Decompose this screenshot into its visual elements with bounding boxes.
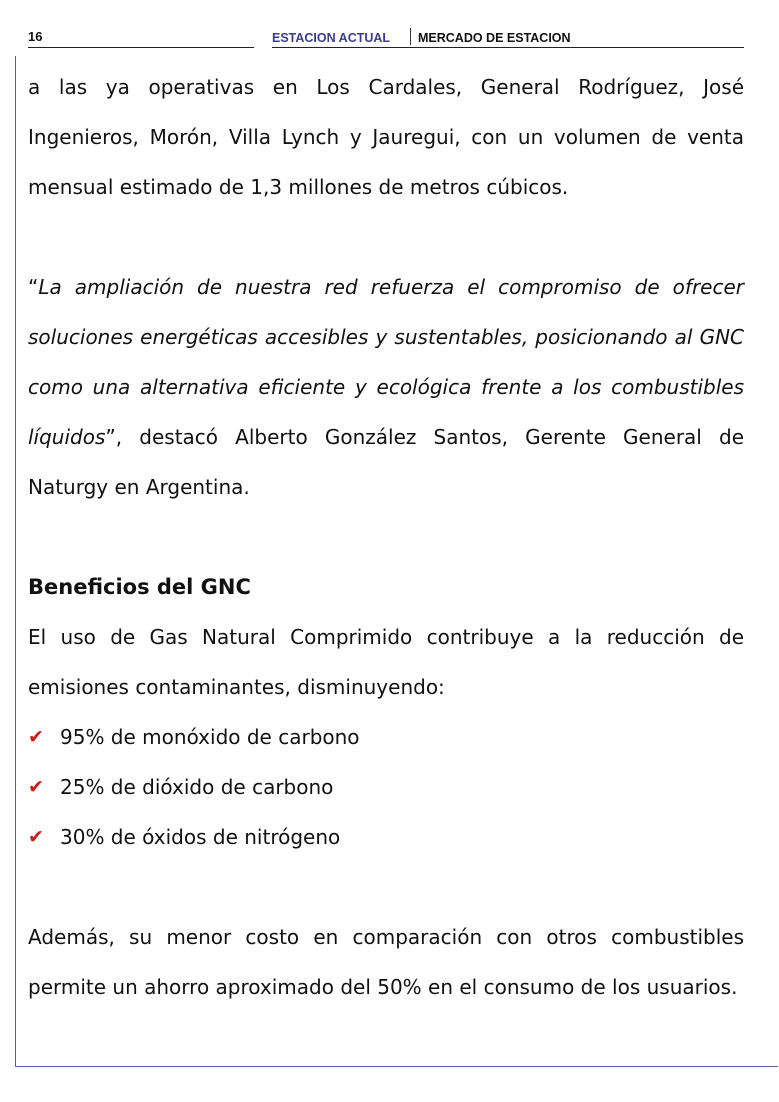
- checkmark-icon: ✔: [28, 776, 44, 798]
- quote-close: ”,: [105, 425, 123, 449]
- page-number: 16: [28, 29, 43, 44]
- page-header: [0, 0, 779, 56]
- list-item: [28, 812, 744, 862]
- section-heading: Beneficios del GNC: [28, 575, 251, 599]
- spacer: [28, 512, 744, 562]
- benefit-text: 25% de dióxido de carbono: [60, 775, 334, 799]
- benefit-text: 95% de monóxido de carbono: [60, 725, 360, 749]
- section-title: ESTACION ACTUAL: [272, 31, 391, 45]
- spacer: [28, 862, 744, 912]
- article-body: [28, 62, 744, 1012]
- header-rule-left: [28, 47, 254, 48]
- paragraph-intro: a las ya operativas en Los Cardales, General Rodríguez, José Ingenieros, Morón, Villa Lynch y Jauregui, con un volumen de venta mensual estimado de 1,3 millones de metros cúbicos.: [28, 75, 744, 199]
- benefits-list: [28, 712, 744, 862]
- quote-attribution: destacó Alberto González Santos, Gerente General de Naturgy en Argentina.: [28, 425, 744, 499]
- paragraph-benefits-intro: El uso de Gas Natural Comprimido contribuye a la reducción de emisiones contaminantes, disminuyendo:: [28, 625, 744, 699]
- header-rule-right: [272, 47, 744, 48]
- checkmark-icon: ✔: [28, 826, 44, 848]
- list-item: [28, 712, 744, 762]
- paragraph-quote: [28, 262, 744, 512]
- header-divider: [410, 28, 411, 45]
- quote-open: “: [28, 275, 39, 299]
- spacer: [28, 212, 744, 262]
- checkmark-icon: ✔: [28, 726, 44, 748]
- quote-text: La ampliación de nuestra red refuerza el compromiso de ofrecer soluciones energéticas accesibles y sustentables, posicionando al GNC como una alternativa eficiente y ecológica frente a los combustibles líquidos: [28, 275, 744, 449]
- paragraph-savings: Además, su menor costo en comparación con otros combustibles permite un ahorro aproximado del 50% en el consumo de los usuarios.: [28, 925, 744, 999]
- benefit-text: 30% de óxidos de nitrógeno: [60, 825, 341, 849]
- list-item: [28, 762, 744, 812]
- subsection-title: MERCADO DE ESTACION: [418, 31, 571, 45]
